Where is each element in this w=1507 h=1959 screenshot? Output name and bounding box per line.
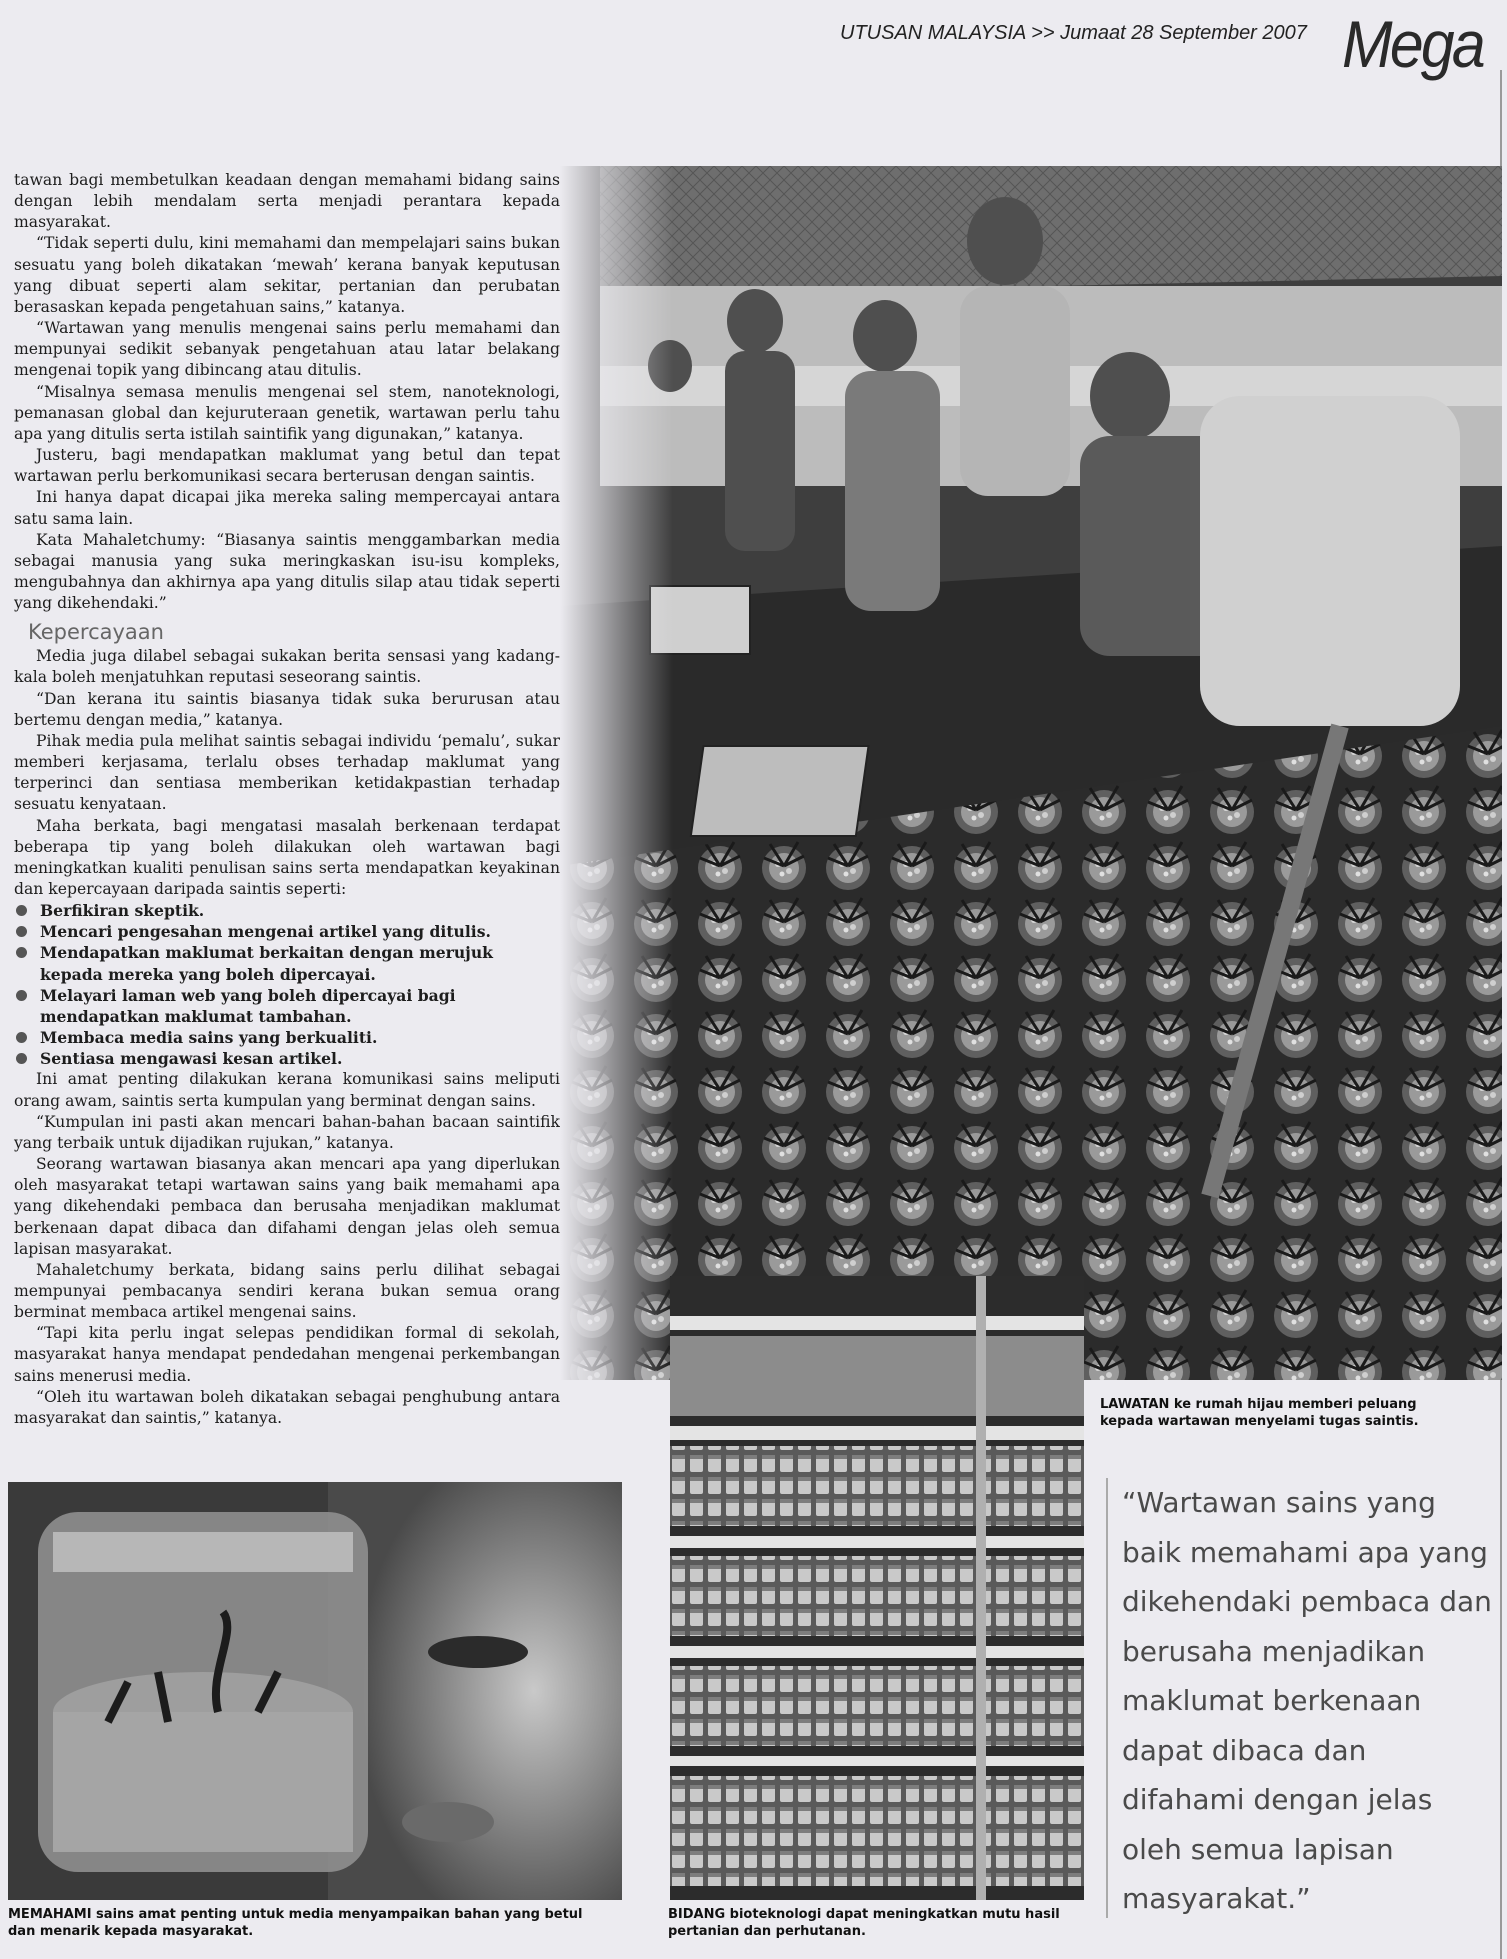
- lab-caption: BIDANG bioteknologi dapat meningkatkan mutu hasil pertanian dan perhutanan.: [668, 1907, 1060, 1939]
- pull-quote: “Wartawan sains yang baik memahami apa yang dikehendaki pembaca dan berusaha menjadikan maklumat berkenaan dapat dibaca dan difahami dengan jelas oleh semua lapisan masyarakat.”: [1122, 1486, 1492, 1915]
- article-paragraph: Ini amat penting dilakukan kerana komunikasi sains meliputi orang awam, saintis serta kumpulan yang berminat dengan sains.: [14, 1070, 560, 1110]
- article-paragraph: Seorang wartawan biasanya akan mencari apa yang diperlukan oleh masyarakat tetapi wartawan sains yang baik memahami apa yang dikehendaki pembaca dan berusaha menjadikan maklumat berkenaan dapat dibaca dan difahami dengan jelas oleh semua lapisan masyarakat.: [14, 1155, 560, 1258]
- article-paragraph: Kata Mahaletchumy: “Biasanya saintis menggambarkan media sebagai manusia yang suka meringkaskan isu-isu kompleks, mengubahnya dan akhirnya apa yang ditulis silap atau tidak seperti yang dikehendaki.”: [14, 530, 560, 613]
- article-paragraph: “Kumpulan ini pasti akan mencari bahan-bahan bacaan saintifik yang terbaik untuk dijadikan rujukan,” katanya.: [14, 1112, 560, 1152]
- article-body: [14, 170, 560, 1429]
- article-paragraph: Pihak media pula melihat saintis sebagai individu ‘pemalu’, sukar memberi kerjasama, terlalu obses terhadap maklumat yang terperinci dan sentiasa memberikan ketidakpastian terhadap sesuatu kenyataan.: [14, 731, 560, 814]
- article-paragraph: Justeru, bagi mendapatkan maklumat yang betul dan tepat wartawan perlu berkomunikasi secara berterusan dengan saintis.: [14, 446, 560, 486]
- article-paragraph: Ini hanya dapat dicapai jika mereka saling mempercayai antara satu sama lain.: [14, 488, 560, 528]
- article-paragraph: “Tapi kita perlu ingat selepas pendidikan formal di sekolah, masyarakat hanya mendapat pendedahan mengenai perkembangan sains menerusi media.: [14, 1324, 560, 1385]
- article-paragraph: “Misalnya semasa menulis mengenai sel stem, nanoteknologi, pemanasan global dan kejuruteraan genetik, wartawan perlu tahu apa yang ditulis serta istilah saintifik yang digunakan,” katanya.: [14, 382, 560, 443]
- bullet-icon: [16, 1053, 27, 1064]
- article-paragraph: “Tidak seperti dulu, kini memahami dan mempelajari sains bukan sesuatu yang boleh dikatakan ‘mewah’ kerana banyak keputusan yang dibuat seperti alam sekitar, pertanian dan perubatan berasaskan kepada pengetahuan sains,” katanya.: [14, 234, 560, 316]
- list-item: Mendapatkan maklumat berkaitan dengan merujuk kepada mereka yang boleh dipercayai.: [14, 942, 560, 984]
- tips-list: [14, 900, 560, 1069]
- pullquote-rule: [1106, 1478, 1108, 1918]
- masthead: UTUSAN MALAYSIA >> Jumaat 28 September 2007: [840, 22, 1307, 44]
- bullet-icon: [16, 1032, 27, 1043]
- bullet-icon: [16, 990, 27, 1001]
- list-item: Membaca media sains yang berkualiti.: [14, 1027, 560, 1048]
- greenhouse-caption: LAWATAN ke rumah hijau memberi peluang kepada wartawan menyelami tugas saintis.: [1100, 1397, 1419, 1429]
- bullet-icon: [16, 905, 27, 916]
- bullet-icon: [16, 926, 27, 937]
- article-paragraph: “Dan kerana itu saintis biasanya tidak suka berurusan atau bertemu dengan media,” katanya.: [14, 689, 560, 729]
- lab-photo: [670, 1276, 1084, 1900]
- list-item: Berfikiran skeptik.: [14, 900, 560, 921]
- jar-photo: [8, 1482, 622, 1900]
- article-paragraph: tawan bagi membetulkan keadaan dengan memahami bidang sains dengan lebih mendalam serta menjadi perantara kepada masyarakat.: [14, 171, 560, 232]
- article-paragraph: “Wartawan yang menulis mengenai sains perlu memahami dan mempunyai sedikit sebanyak pengetahuan atau latar belakang mengenai topik yang dibincang atau ditulis.: [14, 319, 560, 380]
- subheading: Kepercayaan: [28, 620, 164, 645]
- greenhouse-photo: [560, 166, 1502, 1380]
- jar-caption: MEMAHAMI sains amat penting untuk media menyampaikan bahan yang betul dan menarik kepada masyarakat.: [8, 1907, 583, 1939]
- bullet-icon: [16, 947, 27, 958]
- mega-logo: Mega: [1342, 7, 1483, 81]
- list-item: Sentiasa mengawasi kesan artikel.: [14, 1048, 560, 1069]
- list-item: Mencari pengesahan mengenai artikel yang ditulis.: [14, 921, 560, 942]
- list-item: Melayari laman web yang boleh dipercayai bagi mendapatkan maklumat tambahan.: [14, 985, 560, 1027]
- article-paragraph: Mahaletchumy berkata, bidang sains perlu dilihat sebagai mempunyai pembacanya sendiri kerana bukan semua orang berminat membaca artikel mengenai sains.: [14, 1260, 560, 1322]
- article-paragraph: Media juga dilabel sebagai sukakan berita sensasi yang kadang-kala boleh menjatuhkan reputasi seseorang saintis.: [14, 647, 560, 687]
- article-paragraph: “Oleh itu wartawan boleh dikatakan sebagai penghubung antara masyarakat dan saintis,” katanya.: [14, 1387, 560, 1427]
- article-paragraph: Maha berkata, bagi mengatasi masalah berkenaan terdapat beberapa tip yang boleh dilakukan oleh wartawan bagi meningkatkan kualiti penulisan sains serta mendapatkan keyakinan dan kepercayaan daripada saintis seperti:: [14, 816, 560, 898]
